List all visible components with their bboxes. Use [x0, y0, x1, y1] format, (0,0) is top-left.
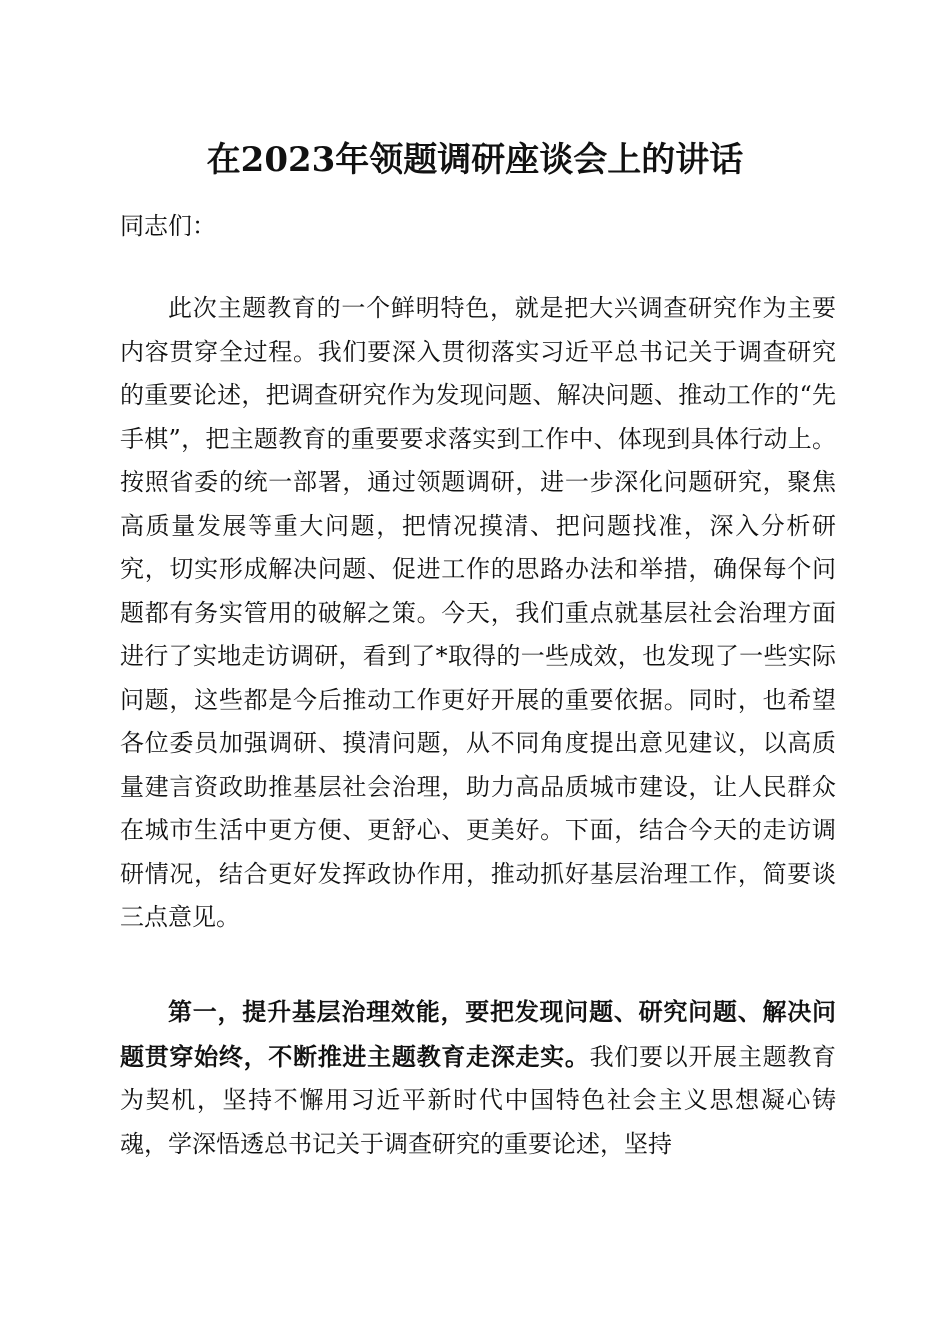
body-paragraph — [120, 286, 836, 940]
body-paragraph — [120, 990, 836, 1166]
salutation: 同志们： — [120, 212, 216, 240]
paragraph-text: 此次主题教育的一个鲜明特色，就是把大兴调查研究作为主要内容贯穿全过程。我们要深入贯彻落实习近平总书记关于调查研究的重要论述，把调查研究作为发现问题、解决问题、推动工作的“先手棋”，把主题教育的重要要求落实到工作中、体现到具体行动上。按照省委的统一部署，通过领题调研，进一步深化问题研究，聚焦高质量发展等重大问题，把情况摸清、把问题找准，深入分析研究，切实形成解决问题、促进工作的思路办法和举措，确保每个问题都有务实管用的破解之策。今天，我们重点就基层社会治理方面进行了实地走访调研，看到了*取得的一些成效，也发现了一些实际问题，这些都是今后推动工作更好开展的重要依据。同时，也希望各位委员加强调研、摸清问题，从不同角度提出意见建议，以高质量建言资政助推基层社会治理，助力高品质城市建设，让人民群众在城市生活中更方便、更舒心、更美好。下面，结合今天的走访调研情况，结合更好发挥政协作用，推动抓好基层治理工作，简要谈三点意见。 — [120, 294, 836, 931]
paragraph-lead: 第一，提升基层治理效能，要把发现问题、研究问题、解决问题贯穿始终，不断推进主题教育走深走实。 — [120, 997, 836, 1071]
document-title: 在2023年领题调研座谈会上的讲话 — [206, 140, 744, 180]
paragraph-text: 我们要以开展主题教育为契机，坚持不懈用习近平新时代中国特色社会主义思想凝心铸魂，学深悟透总书记关于调查研究的重要论述，坚持 — [120, 1042, 837, 1158]
